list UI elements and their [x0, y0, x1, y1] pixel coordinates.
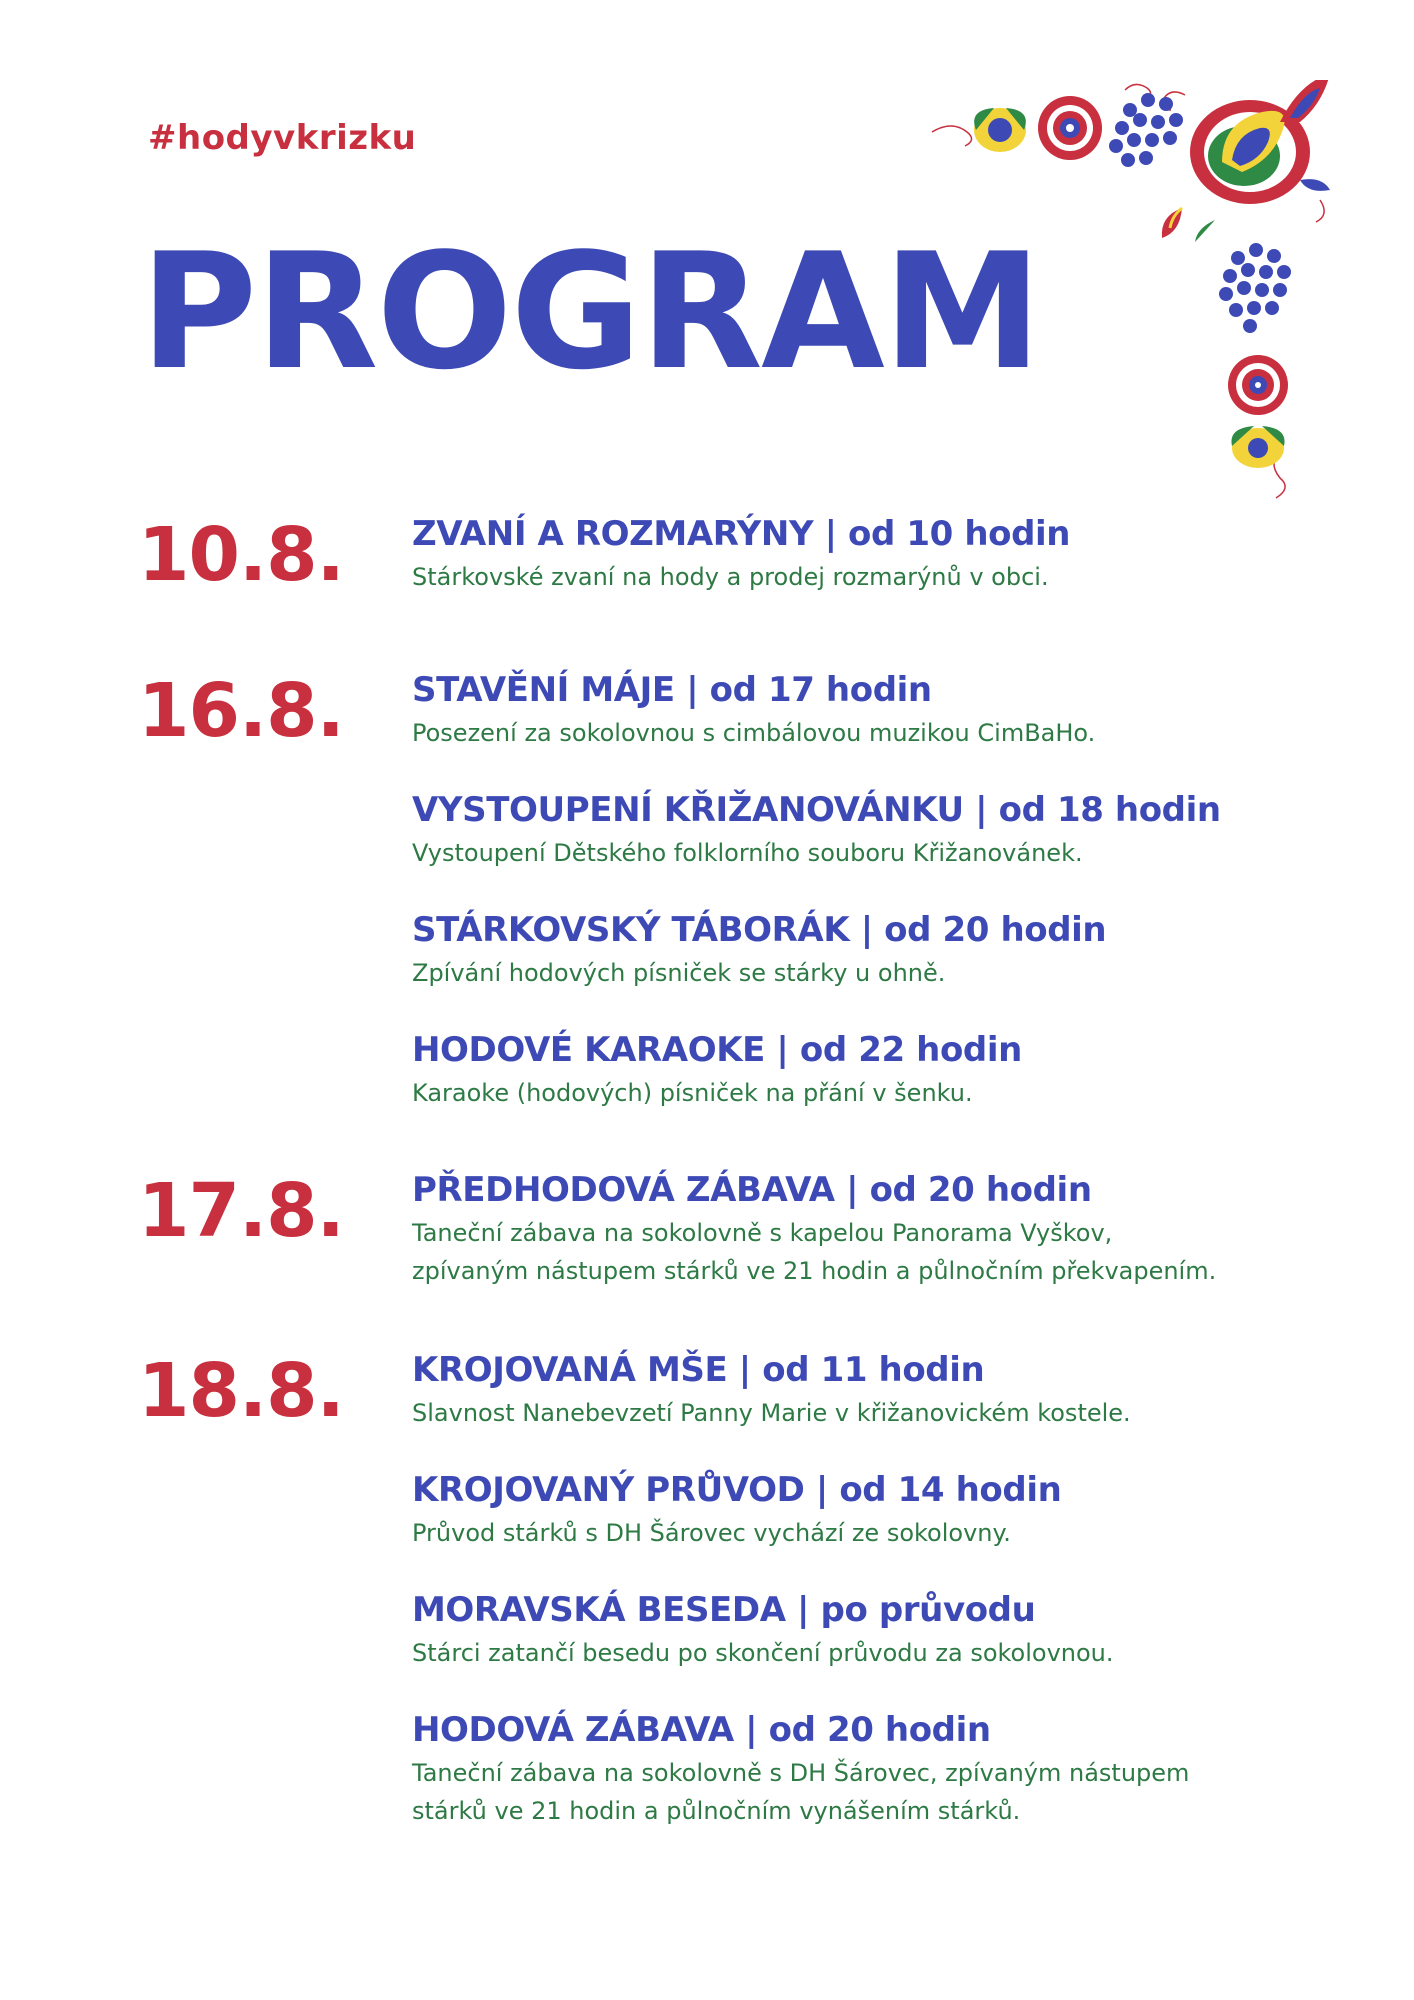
- event-title: VYSTOUPENÍ KŘIŽANOVÁNKU | od 18 hodin: [412, 790, 1221, 830]
- event-description: Zpívání hodových písniček se stárky u ohně.: [412, 959, 946, 987]
- day-date: 16.8.: [138, 668, 344, 754]
- folk-ornament-icon: [920, 80, 1340, 500]
- day-events: [412, 1348, 1362, 1866]
- event-item: [412, 908, 1362, 992]
- event-description: Slavnost Nanebevzetí Panny Marie v křižanovickém kostele.: [412, 1399, 1131, 1427]
- event-item: [412, 668, 1362, 752]
- event-description: Vystoupení Dětského folklorního souboru Křižanovánek.: [412, 839, 1083, 867]
- event-item: [412, 1028, 1362, 1112]
- event-description: zpívaným nástupem stárků ve 21 hodin a půlnočním překvapením.: [412, 1257, 1217, 1285]
- day-date: 10.8.: [138, 512, 344, 598]
- event-title: STÁRKOVSKÝ TÁBORÁK | od 20 hodin: [412, 910, 1107, 950]
- event-title: KROJOVANÝ PRŮVOD | od 14 hodin: [412, 1470, 1062, 1510]
- event-item: [412, 1708, 1362, 1830]
- event-item: [412, 1588, 1362, 1672]
- day-events: [412, 512, 1362, 632]
- event-description: stárků ve 21 hodin a půlnočním vynášením stárků.: [412, 1797, 1021, 1825]
- event-description: Karaoke (hodových) písniček na přání v šenku.: [412, 1079, 973, 1107]
- day-events: [412, 668, 1362, 1148]
- event-description: Stárci zatančí besedu po skončení průvodu za sokolovnou.: [412, 1639, 1114, 1667]
- day-events: [412, 1168, 1362, 1326]
- event-title: ZVANÍ A ROZMARÝNY | od 10 hodin: [412, 514, 1071, 554]
- event-description: Stárkovské zvaní na hody a prodej rozmarýnů v obci.: [412, 563, 1049, 591]
- event-item: [412, 1468, 1362, 1552]
- event-title: HODOVÉ KARAOKE | od 22 hodin: [412, 1030, 1022, 1070]
- event-title: KROJOVANÁ MŠE | od 11 hodin: [412, 1350, 985, 1390]
- event-item: [412, 788, 1362, 872]
- hashtag: #hodyvkrizku: [148, 118, 417, 158]
- page-title: PROGRAM: [140, 218, 1041, 405]
- event-item: [412, 512, 1362, 596]
- event-description: Průvod stárků s DH Šárovec vychází ze sokolovny.: [412, 1519, 1011, 1547]
- event-title: MORAVSKÁ BESEDA | po průvodu: [412, 1590, 1036, 1630]
- event-item: [412, 1168, 1362, 1290]
- event-title: PŘEDHODOVÁ ZÁBAVA | od 20 hodin: [412, 1170, 1092, 1210]
- event-description: Taneční zábava na sokolovně s kapelou Panorama Vyškov,: [412, 1219, 1113, 1247]
- event-title: HODOVÁ ZÁBAVA | od 20 hodin: [412, 1710, 991, 1750]
- day-date: 17.8.: [138, 1168, 344, 1254]
- event-description: Posezení za sokolovnou s cimbálovou muzikou CimBaHo.: [412, 719, 1096, 747]
- event-title: STAVĚNÍ MÁJE | od 17 hodin: [412, 670, 932, 710]
- event-description: Taneční zábava na sokolovně s DH Šárovec, zpívaným nástupem: [412, 1759, 1190, 1787]
- event-item: [412, 1348, 1362, 1432]
- day-date: 18.8.: [138, 1348, 344, 1434]
